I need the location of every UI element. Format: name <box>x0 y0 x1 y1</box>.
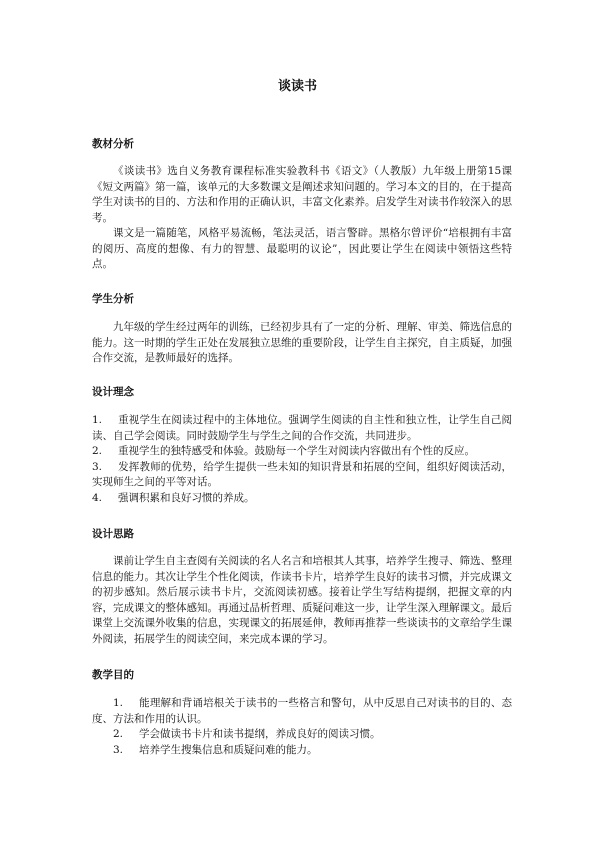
paragraph: 《谈读书》选自义务教育课程标准实验教科书《语文》（人教版）九年级上册第15课《短文两篇》第一篇，该单元的大多数课文是阐述求知问题的。学习本文的目的，在于提高学生对读书的目的、方法和作用的正确认识，丰富文化素养。启发学生对读书作较深入的思考。 <box>92 165 512 224</box>
list-number: 2. <box>113 728 124 740</box>
list-number: 3. <box>113 743 124 756</box>
page-title: 谈读书 <box>277 79 317 94</box>
list-text: 重视学生在阅读过程中的主体地位。强调学生阅读的自主性和独立性，让学生自己阅读、自己学会阅读。同时鼓励学生与学生之间的合作交流，共同进步。 <box>92 414 512 442</box>
section-heading-material-analysis: 教材分析 <box>92 138 134 150</box>
list-text: 学会做读书卡片和读书提纲，养成良好的阅读习惯。 <box>139 728 381 740</box>
list-text: 重视学生的独特感受和体验。鼓励每一个学生对阅读内容做出有个性的反应。 <box>118 445 475 457</box>
section-heading-design-approach: 设计思路 <box>92 528 134 540</box>
list-item <box>92 444 512 460</box>
paragraph: 九年级的学生经过两年的训练，已经初步具有了一定的分析、理解、审美、筛选信息的能力。这一时期的学生正处在发展独立思维的重要阶段，让学生自主探究，自主质疑，加强合作交流，是教师最好的选择。 <box>92 321 512 364</box>
list-number: 1. <box>113 697 124 709</box>
list-number: 2. <box>92 445 103 457</box>
section-heading-design-concept: 设计理念 <box>92 386 134 398</box>
paragraph: 课前让学生自主查阅有关阅读的名人名言和培根其人其事，培养学生搜寻、筛选、整理信息的能力。其次让学生个性化阅读，作读书卡片，培养学生良好的读书习惯，并完成课文的初步感知。然后展示读书卡片，交流阅读初感。接着让学生写结构提纲，把握文章的内容，完成课文的整体感知。再通过品析哲理、质疑问难这一步，让学生深入理解课文。最后课堂上交流课外收集的信息，实现课文的拓展延伸，教师再推荐一些谈读书的文章给学生课外阅读，拓展学生的阅读空间，来完成本课的学习。 <box>92 555 512 645</box>
list-text: 能理解和背诵培根关于读书的一些格言和警句，从中反思自己对读书的目的、态度、方法和作用的认识。 <box>92 697 512 725</box>
section-heading-teaching-goals: 教学目的 <box>92 669 134 681</box>
list-number: 3. <box>92 460 103 473</box>
list-number: 1. <box>92 414 103 426</box>
section-body-student-analysis <box>92 320 512 367</box>
list-item <box>92 727 512 743</box>
list-item <box>92 460 512 491</box>
list-item <box>92 413 512 444</box>
section-list-teaching-goals <box>92 696 512 758</box>
section-body-material-analysis <box>92 164 512 273</box>
section-body-design-approach <box>92 554 512 647</box>
list-text: 培养学生搜集信息和质疑问难的能力。 <box>139 743 318 756</box>
list-item <box>92 743 512 759</box>
paragraph: 课文是一篇随笔，风格平易流畅，笔法灵活，语言警辟。黑格尔曾评价“培根拥有丰富的阅历、高度的想像、有力的智慧、最聪明的议论”，因此要让学生在阅读中领悟这些特点。 <box>92 227 512 270</box>
list-text: 发挥教师的优势，给学生提供一些未知的知识背景和拓展的空间，组织好阅读活动，实现师生之间的平等对话。 <box>92 460 512 488</box>
section-heading-student-analysis: 学生分析 <box>92 293 134 305</box>
list-number: 4. <box>92 491 103 504</box>
list-item <box>92 491 512 507</box>
list-item <box>92 696 512 727</box>
section-list-design-concept <box>92 413 512 506</box>
list-text: 强调积累和良好习惯的养成。 <box>118 491 255 504</box>
